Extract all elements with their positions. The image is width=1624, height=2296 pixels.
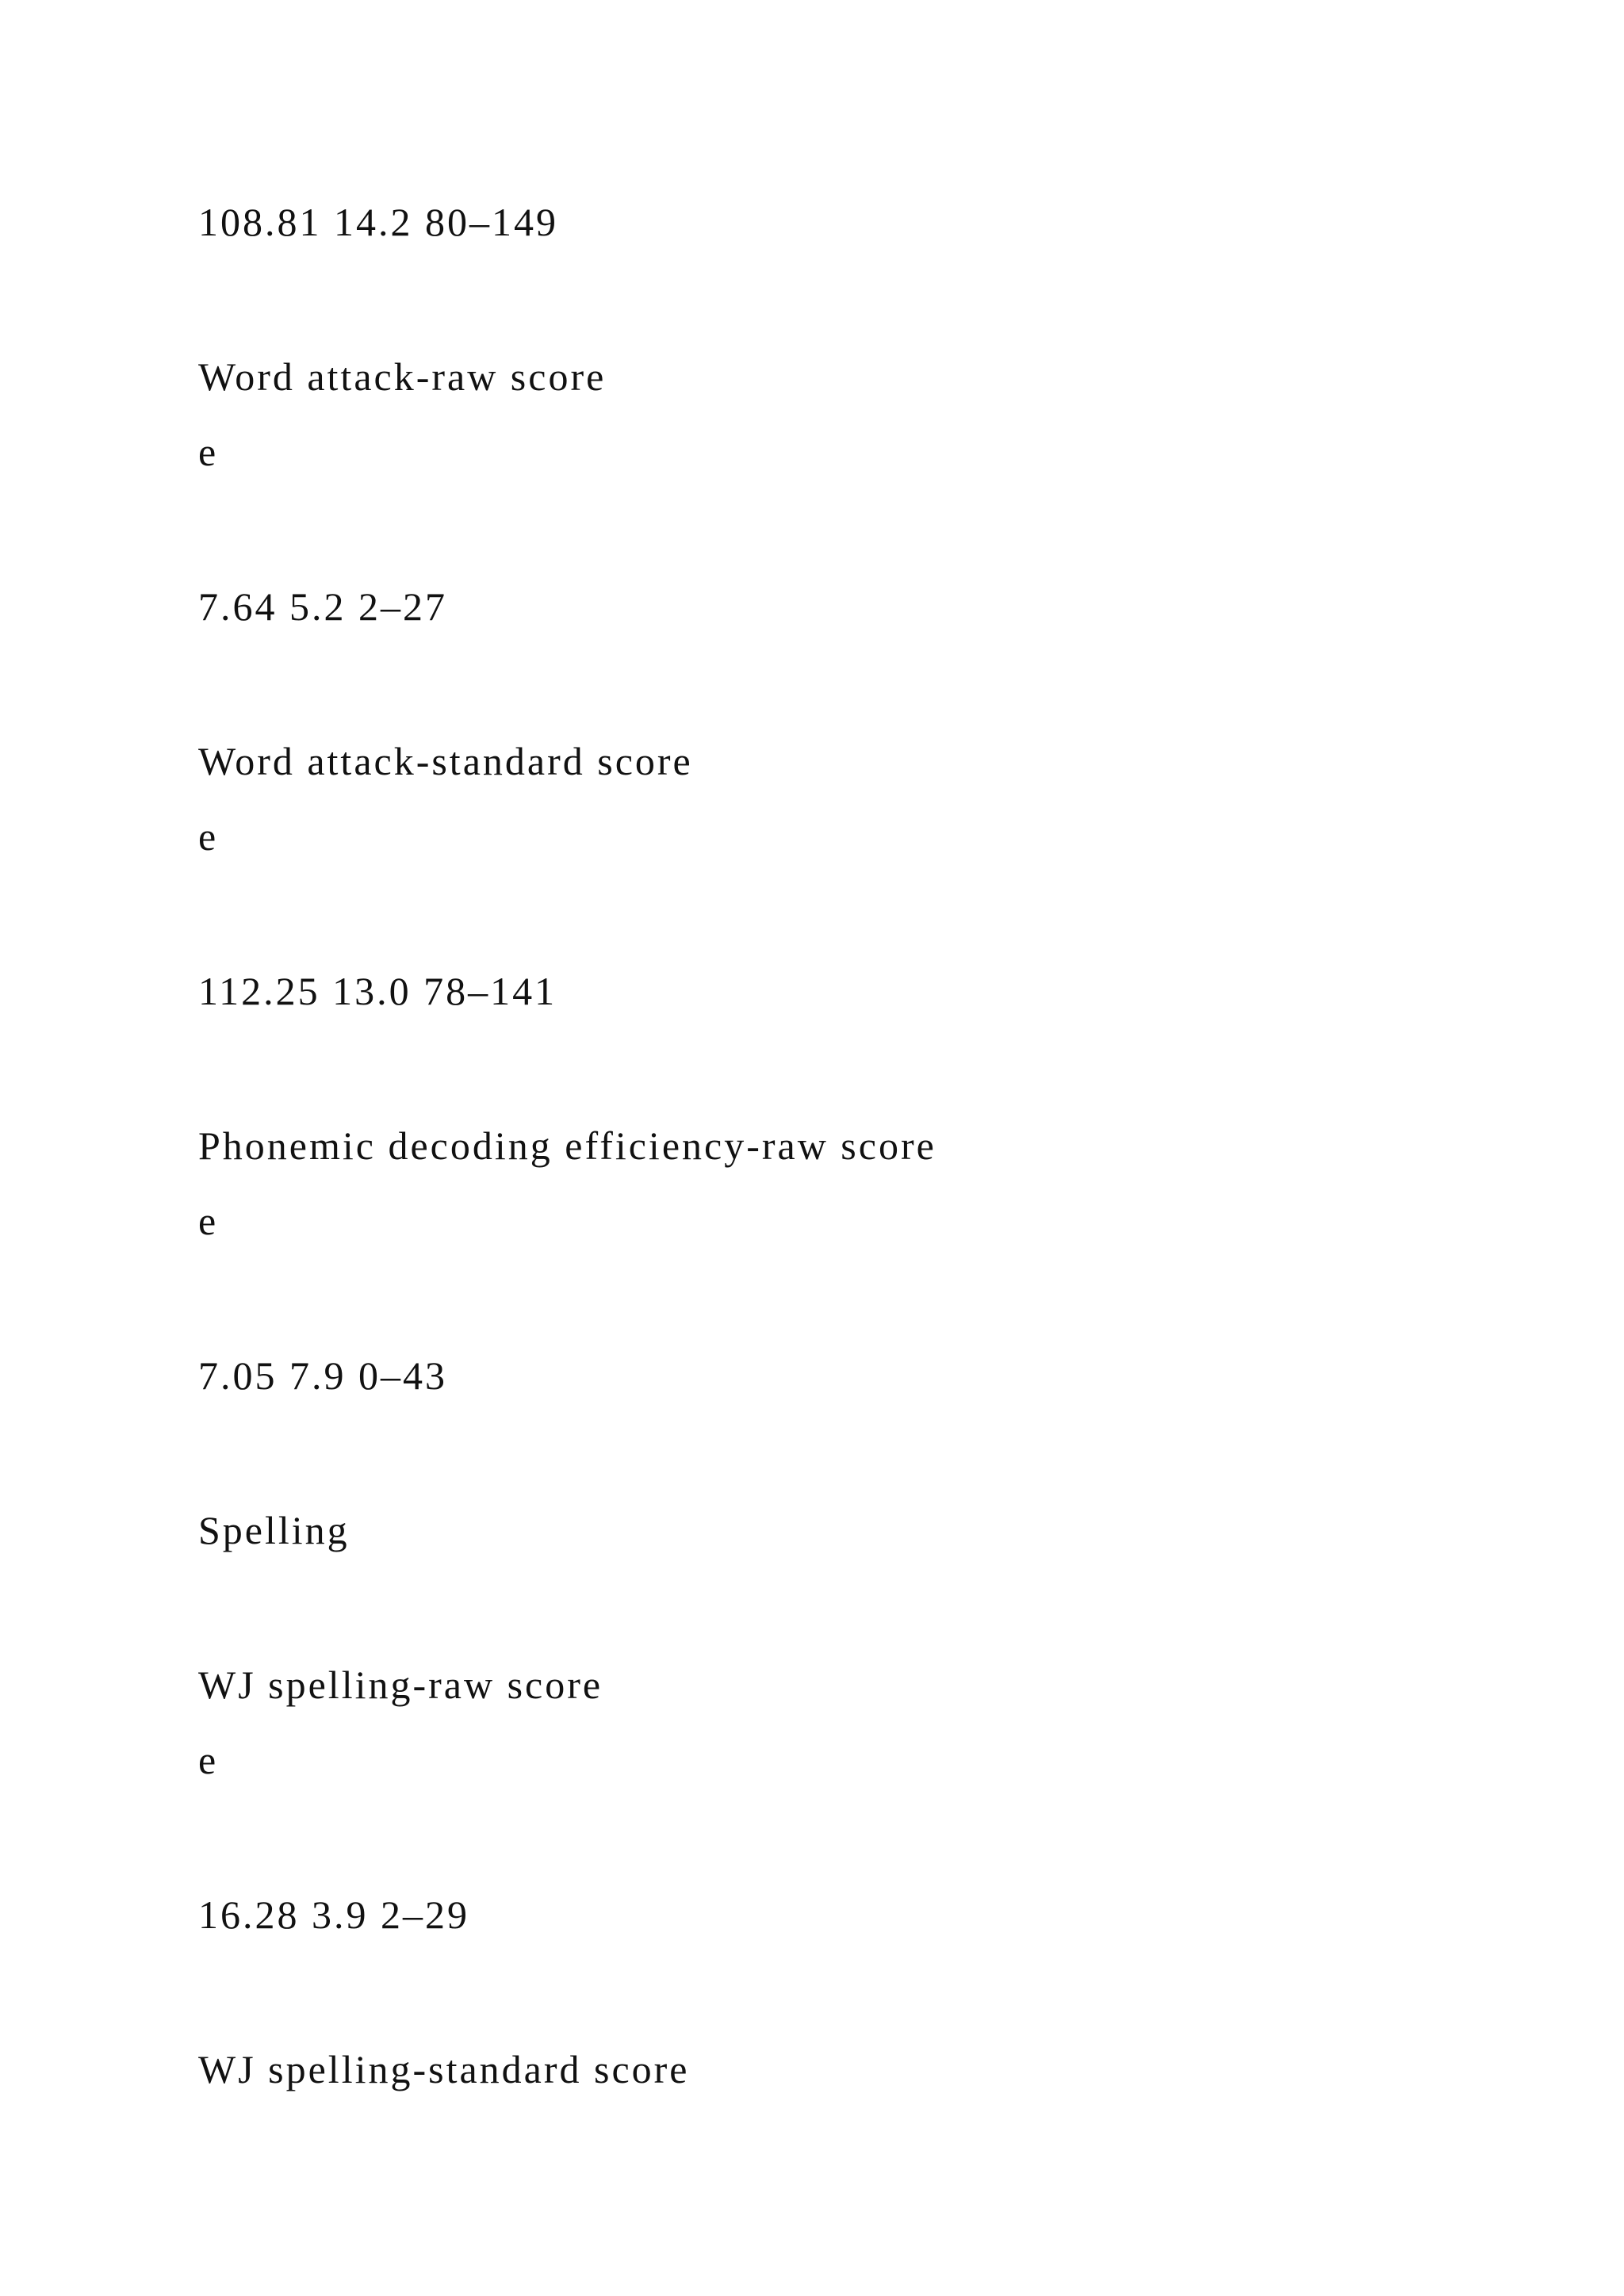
word-attack-raw-label: Word attack-raw score <box>198 354 607 399</box>
spelling-section-heading: Spelling <box>198 1508 350 1552</box>
wj-spelling-standard-label: WJ spelling-standard score <box>198 2047 690 2091</box>
wj-spelling-raw-label: WJ spelling-raw score <box>198 1663 603 1707</box>
footnote-marker: e <box>198 430 219 474</box>
stats-row-3: 112.25 13.0 78–141 <box>198 969 557 1013</box>
stats-row-5: 16.28 3.9 2–29 <box>198 1892 469 1937</box>
stats-row-4: 7.05 7.9 0–43 <box>198 1353 447 1398</box>
word-attack-standard-label: Word attack-standard score <box>198 739 693 783</box>
footnote-marker: e <box>198 814 219 859</box>
footnote-marker: e <box>198 1738 219 1782</box>
stats-row-1: 108.81 14.2 80–149 <box>198 200 558 244</box>
footnote-marker: e <box>198 1199 219 1243</box>
stats-row-2: 7.64 5.2 2–27 <box>198 584 447 629</box>
phonemic-decoding-label: Phonemic decoding efficiency-raw score <box>198 1123 936 1168</box>
